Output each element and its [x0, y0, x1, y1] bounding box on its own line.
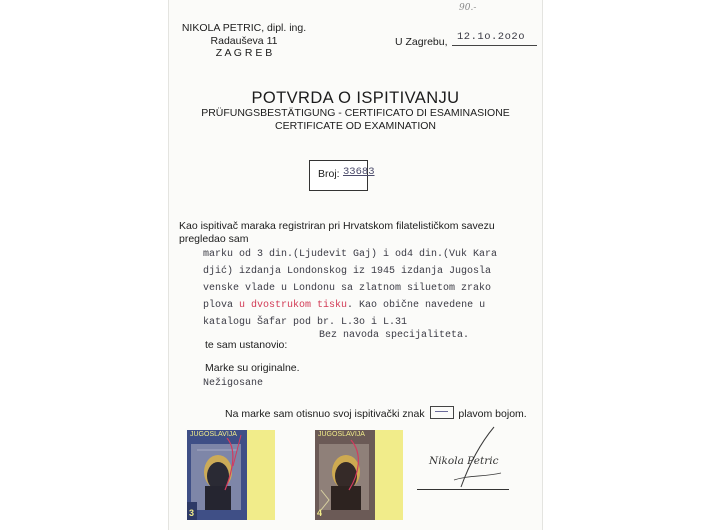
stamp-2-denomination: 4 — [317, 508, 323, 518]
examination-mark-icon — [430, 406, 454, 419]
stamp-1-country: JUGOSLAVIJA — [190, 431, 237, 438]
examiner-statement-line-2: pregledao sam — [179, 233, 249, 245]
typed-line-4 — [203, 300, 497, 312]
typed-line-1: marku od 3 din.(Ljudevit Gaj) i od4 din.(Vuk Kara — [203, 249, 498, 260]
signature-line — [417, 489, 509, 490]
double-print-highlight: u dvostrukom tisku — [239, 300, 348, 311]
typed-no-specialty: Bez navoda specijaliteta. — [319, 330, 470, 341]
sender-address — [179, 22, 309, 60]
typed-line-4-start: plova — [203, 300, 240, 311]
examiner-statement-line-1: Kao ispitivač maraka registriran pri Hrvatskom filatelističkom savezu — [179, 220, 495, 232]
examiner-statement — [179, 220, 495, 246]
sender-city: Z A G R E B — [215, 47, 273, 59]
typed-line-2: djić) izdanja Londonskog iz 1945 izdanja Jugosla — [203, 266, 492, 277]
stamp-1-denomination: 3 — [189, 508, 195, 518]
typed-description — [203, 249, 497, 329]
stamp-1-image — [187, 430, 275, 520]
signature: Nikola Petric — [429, 455, 499, 467]
date-underline — [452, 45, 537, 46]
established-label: te sam ustanovio: — [205, 339, 288, 351]
typed-unused: Nežigosane — [203, 378, 264, 389]
examination-mark-note-start: Na marke sam otisnuo svoj ispitivački znak — [225, 408, 425, 420]
date-value: 12.1o.2o2o — [457, 31, 526, 43]
stamp-2-country: JUGOSLAVIJA — [318, 431, 365, 438]
certificate-number-label: Broj: — [318, 168, 340, 180]
original-label: Marke su originalne. — [205, 362, 300, 374]
certificate-subtitle-2: CERTIFICATE OD EXAMINATION — [274, 120, 436, 132]
examination-mark-note — [225, 406, 527, 420]
sender-street: Radauševa 11 — [210, 34, 278, 47]
certificate-number-value: 33683 — [343, 166, 375, 178]
date-label: U Zagrebu, — [395, 36, 448, 48]
certificate-subtitle-1: PRÜFUNGSBESTÄTIGUNG - CERTIFICATO DI ESAMINASIONE — [201, 107, 510, 119]
typed-line-4-end: . Kao obične navedene u — [347, 300, 486, 311]
stamp-2-image — [315, 430, 403, 520]
certificate-title: POTVRDA O ISPITIVANJU — [251, 89, 460, 107]
pencil-price-note: 90.- — [459, 3, 477, 13]
sender-name: NIKOLA PETRIC, dipl. ing. — [181, 22, 307, 34]
typed-line-3: venske vlade u Londonu sa zlatnom siluetom zrako — [203, 283, 492, 294]
typed-line-5: katalogu Šafar pod br. L.3o i L.31 — [203, 317, 408, 328]
examination-mark-note-end: plavom bojom. — [458, 408, 527, 420]
certificate-page — [169, 0, 542, 530]
